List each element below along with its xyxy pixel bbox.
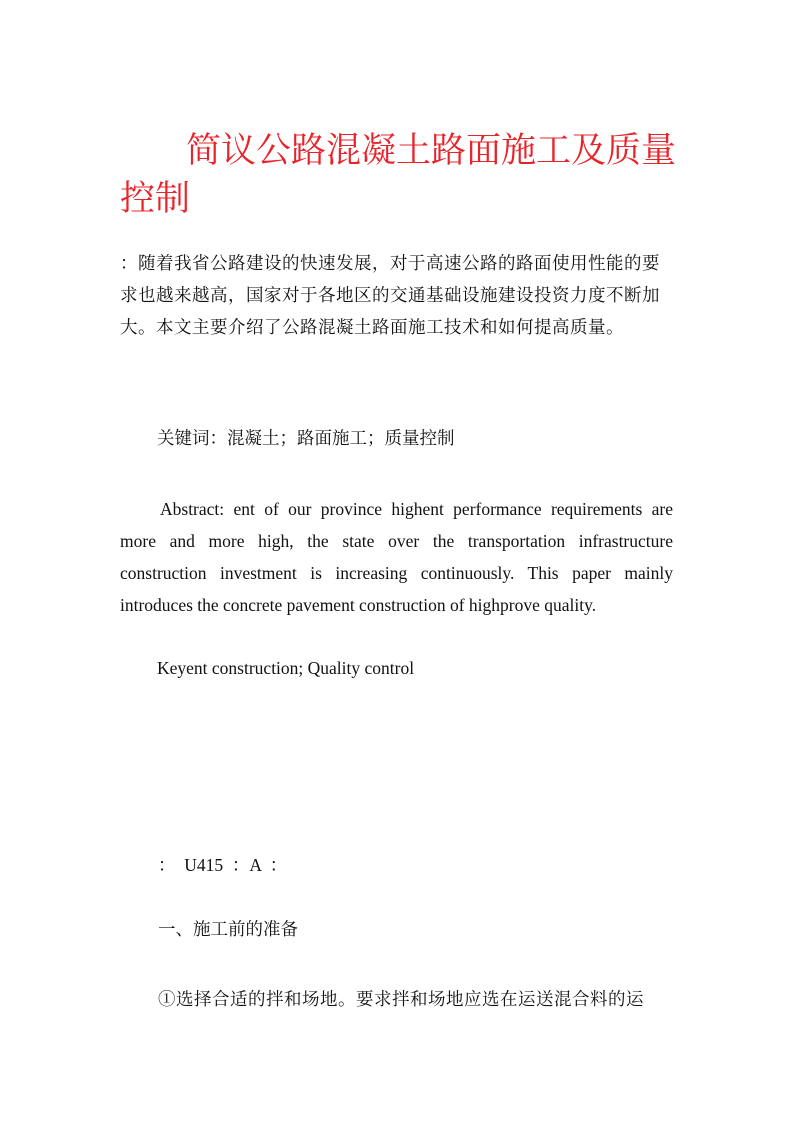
section-heading: 一、施工前的准备 bbox=[158, 920, 298, 940]
body-paragraph: ①选择合适的拌和场地。要求拌和场地应选在运送混合料的运 bbox=[158, 990, 644, 1010]
keywords-chinese: 关键词：混凝土；路面施工；质量控制 bbox=[157, 429, 455, 449]
abstract-chinese: ：随着我省公路建设的快速发展，对于高速公路的路面使用性能的要求也越来越高，国家对于各地区的交通基础设施建设投资力度不断加大。本文主要介绍了公路混凝土路面施工技术和如何提高质量。 bbox=[120, 254, 660, 338]
classification-number: ： U415 ：A ： bbox=[158, 855, 288, 875]
keywords-english: Keyent construction; Quality control bbox=[157, 658, 415, 678]
document-title: 简议公路混凝土路面施工及质量控制 bbox=[120, 131, 677, 219]
abstract-english: Abstract: ent of our province highent performance requirements are more and more high, the state over the transportation infrastructure construction investment is increasing continuously. This paper mainly introduces the concrete pavement construction of highprove quality. bbox=[120, 499, 673, 615]
